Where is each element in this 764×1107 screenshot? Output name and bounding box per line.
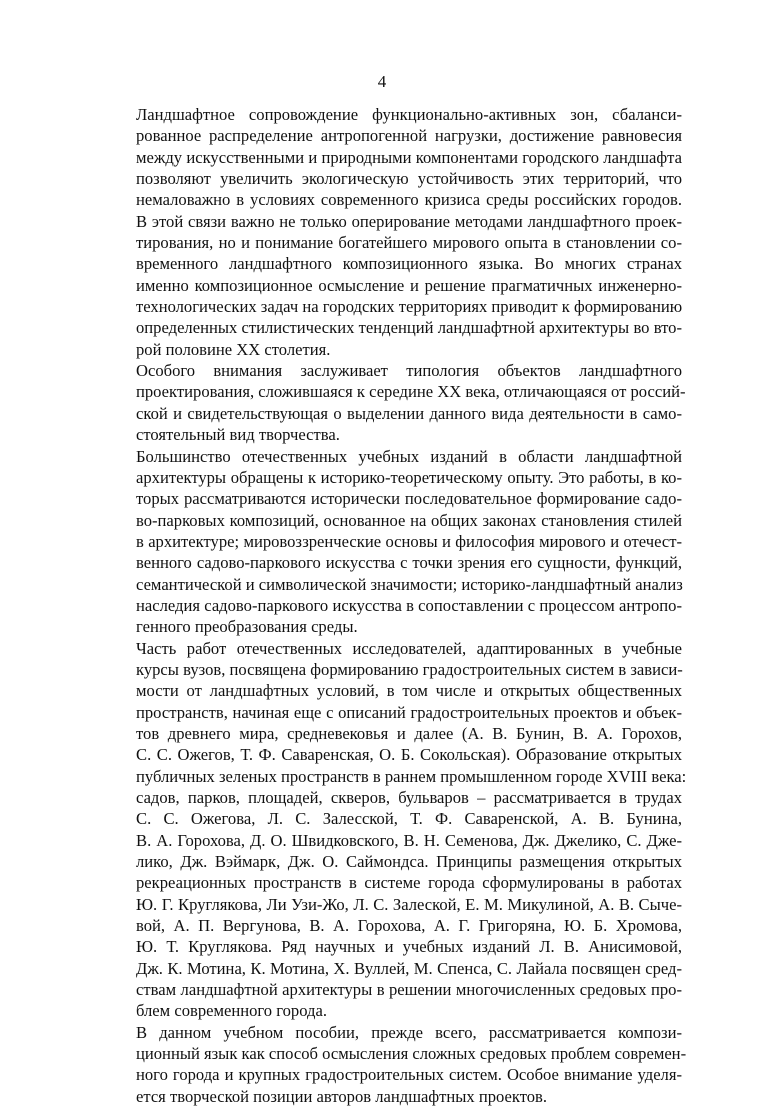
text-line: ного города и крупных градостроительных систем. Особое внимание уделя-: [136, 1065, 682, 1085]
text-line: садов, парков, площадей, скверов, бульваров – рассматривается в трудах: [136, 788, 682, 807]
text-line: вой, А. П. Вергунова, В. А. Горохова, А. Г. Григоряна, Ю. Б. Хромова,: [136, 916, 682, 936]
text-line: Ландшафтное сопровождение функционально-активных зон, сбаланси-: [136, 105, 682, 124]
body-text: [108, 104, 687, 1107]
paragraph: [108, 1022, 687, 1107]
text-line: публичных зеленых пространств в раннем промышленном городе XVIII века:: [136, 766, 687, 786]
text-line: В данном учебном пособии, прежде всего, рассматривается компози-: [136, 1022, 682, 1042]
text-line: венного садово-паркового искусства с точки зрения его сущности, функций,: [136, 553, 682, 573]
text-line: в архитектуре; мировоззренческие основы и философия мирового и отечест-: [136, 531, 682, 551]
text-line: ской и свидетельствующая о выделении данного вида деятельности в само-: [136, 403, 682, 423]
text-line: семантической и символической значимости; историко-ландшафтный анализ: [136, 574, 683, 594]
text-line: немаловажно в условиях современного кризиса среды российских городов.: [136, 190, 682, 210]
text-line: Ю. Т. Круглякова. Ряд научных и учебных изданий Л. В. Анисимовой,: [136, 937, 682, 957]
text-line: временного ландшафтного композиционного языка. Во многих странах: [136, 254, 682, 274]
text-line: тов древнего мира, средневековья и далее (А. В. Бунин, В. А. Горохов,: [136, 723, 682, 743]
text-line: технологических задач на городских территориях приводит к формированию: [136, 297, 683, 317]
text-line: стоятельный вид творчества.: [136, 425, 340, 445]
page-number: 4: [377, 72, 387, 91]
text-line: пространств, начиная еще с описаний градостроительных проектов и объек-: [136, 702, 682, 722]
text-line: лико, Дж. Вэймарк, Дж. О. Саймондса. Принципы размещения открытых: [136, 852, 682, 872]
text-line: В этой связи важно не только оперирование методами ландшафтного проек-: [136, 211, 682, 231]
paragraph: [108, 360, 686, 445]
text-line: архитектуры обращены к историко-теоретическому опыту. Это работы, в ко-: [136, 467, 682, 487]
text-line: Часть работ отечественных исследователей, адаптированных в учебные: [136, 638, 682, 658]
text-line: Дж. К. Мотина, К. Мотина, Х. Вуллей, М. Спенса, С. Лайала посвящен сред-: [136, 958, 682, 978]
text-line: В. А. Горохова, Д. О. Швидковского, В. Н. Семенова, Дж. Джелико, С. Дже-: [136, 830, 682, 850]
text-line: С. С. Ожегова, Л. С. Залесской, Т. Ф. Саваренской, А. В. Бунина,: [136, 809, 682, 829]
text-line: Большинство отечественных учебных изданий в области ландшафтной: [136, 446, 682, 466]
text-line: торых рассматриваются исторически последовательное формирование садо-: [136, 489, 682, 509]
text-line: тирования, но и понимание богатейшего мирового опыта в становлении со-: [136, 233, 682, 253]
text-line: мости от ландшафтных условий, в том числе и открытых общественных: [136, 681, 682, 701]
text-line: определенных стилистических тенденций ландшафтной архитектуры во вто-: [136, 318, 682, 338]
text-line: позволяют увеличить экологическую устойчивость этих территорий, что: [136, 169, 682, 189]
text-line: Особого внимания заслуживает типология объектов ландшафтного: [136, 361, 682, 381]
paragraph: [108, 104, 682, 360]
text-line: именно композиционное осмысление и решение прагматичных инженерно-: [136, 275, 682, 295]
text-line: курсы вузов, посвящена формированию градостроительных систем в зависи-: [136, 659, 683, 679]
text-line: ется творческой позиции авторов ландшафтных проектов.: [136, 1086, 548, 1106]
text-line: рованное распределение антропогенной нагрузки, достижение равновесия: [136, 126, 682, 146]
text-line: ционный язык как способ осмысления сложных средовых проблем современ-: [136, 1044, 687, 1064]
text-line: Ю. Г. Круглякова, Ли Узи-Жо, Л. С. Залеской, Е. М. Микулиной, А. В. Сыче-: [136, 894, 682, 914]
text-line: блем современного города.: [136, 1001, 328, 1021]
text-line: между искусственными и природными компонентами городского ландшафта: [136, 147, 682, 167]
text-line: рекреационных пространств в системе города сформулированы в работах: [136, 873, 682, 893]
text-line: во-парковых композиций, основанное на общих законах становления стилей: [136, 510, 682, 530]
text-line: ствам ландшафтной архитектуры в решении многочисленных средовых про-: [136, 980, 682, 1000]
paragraph: [108, 638, 687, 1022]
paragraph: [108, 446, 682, 638]
text-line: генного преобразования среды.: [136, 617, 358, 637]
text-line: С. С. Ожегов, Т. Ф. Саваренская, О. Б. Сокольская). Образование открытых: [136, 745, 682, 765]
text-line: наследия садово-паркового искусства в сопоставлении с процессом антропо-: [136, 595, 682, 615]
text-line: рой половине XX столетия.: [136, 339, 331, 359]
text-line: проектирования, сложившаяся к середине XX века, отличающаяся от россий-: [136, 382, 686, 402]
